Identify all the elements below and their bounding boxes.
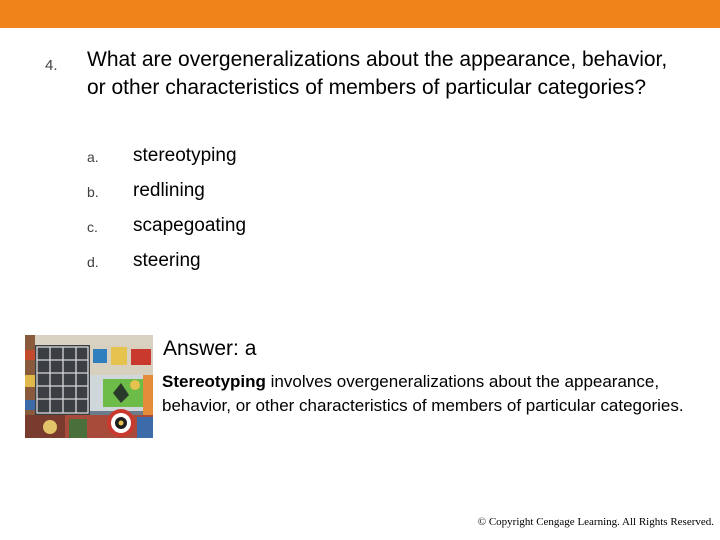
option-text: scapegoating [133, 215, 247, 236]
mural-window-photo [25, 335, 153, 438]
answer-explanation-text: involves overgeneralizations about the appearance, behavior, or other characteristics of members of particular categories. [162, 372, 684, 415]
option-letter: d. [87, 254, 99, 270]
top-accent-bar [0, 0, 720, 28]
option-text: redlining [133, 180, 205, 201]
option-letter: a. [87, 149, 99, 165]
answer-explanation [162, 370, 702, 418]
option-letter: b. [87, 184, 99, 200]
option-letter: c. [87, 219, 98, 235]
question-text: What are overgeneralizations about the appearance, behavior, or other characteristics of members of particular categories? [87, 48, 668, 99]
option-text: stereotyping [133, 145, 237, 166]
option-text: steering [133, 250, 201, 271]
question-number: 4. [45, 57, 58, 74]
copyright-notice: © Copyright Cengage Learning. All Rights Reserved. [477, 516, 714, 528]
answer-label: Answer: a [163, 337, 257, 360]
answer-term: Stereotyping [162, 372, 266, 391]
